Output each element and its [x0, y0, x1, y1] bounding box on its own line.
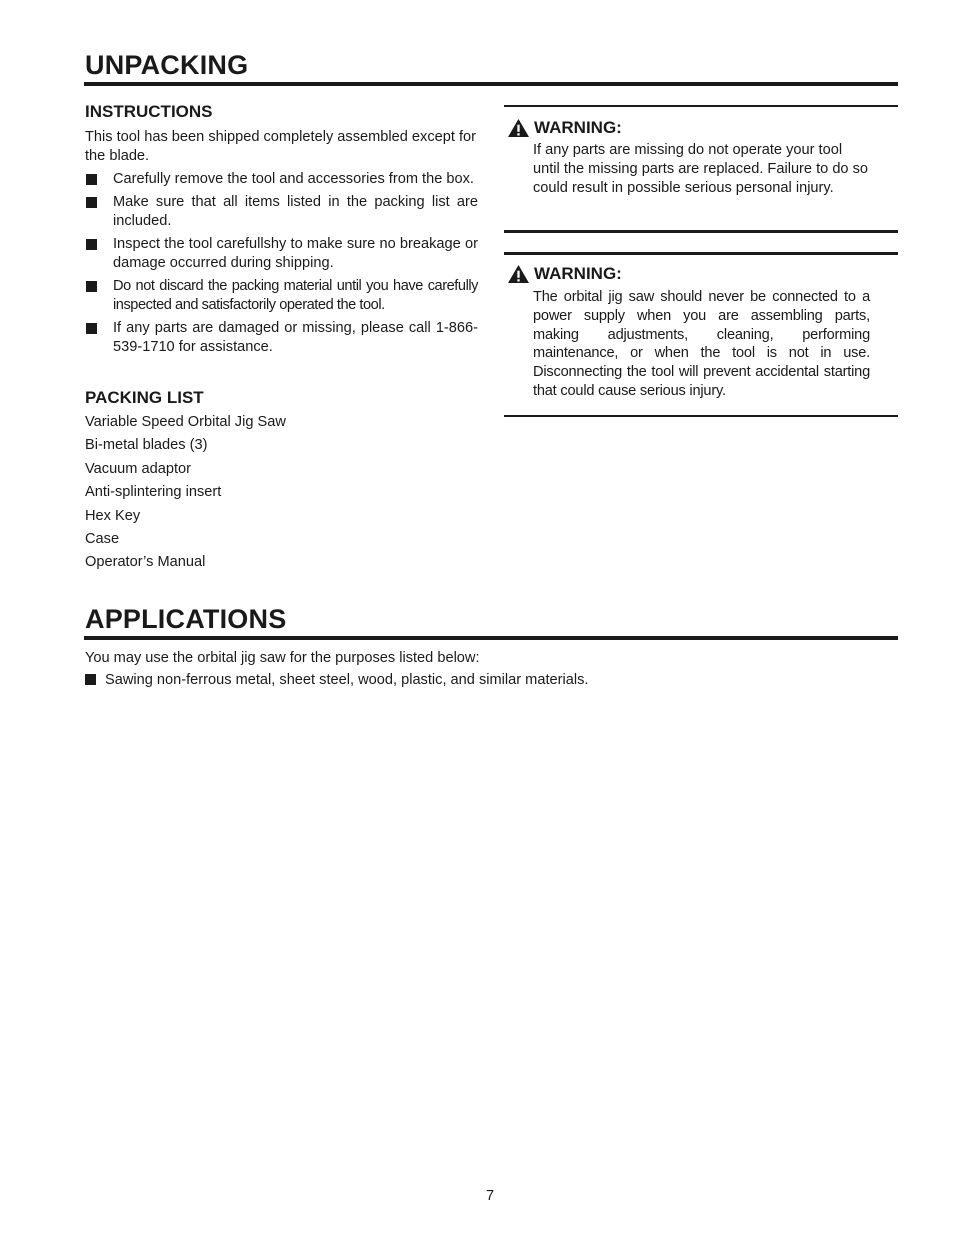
packing-list-heading: PACKING LIST: [85, 388, 204, 407]
unpacking-title: UNPACKING: [85, 50, 249, 80]
packing-item: Anti-splintering insert: [85, 484, 222, 501]
warning-text: If any parts are missing do not operate your tool until the missing parts are replaced. Failure to do so could result in possible serious personal injury.: [533, 142, 869, 196]
applications-intro: You may use the orbital jig saw for the purposes listed below:: [85, 650, 480, 666]
warning-top-rule: [504, 105, 898, 107]
warning-top-rule: [504, 252, 898, 255]
instructions-list: [85, 170, 478, 361]
warning-title: WARNING:: [534, 264, 622, 283]
packing-list: [85, 413, 286, 577]
list-item: If any parts are damaged or missing, please call 1-866-539-1710 for assistance.: [85, 319, 478, 357]
packing-item: Bi-metal blades (3): [85, 437, 208, 454]
bullet-square-icon: [86, 174, 97, 185]
bullet-square-icon: [86, 239, 97, 250]
applications-title: APPLICATIONS: [85, 604, 287, 634]
list-item: Make sure that all items listed in the packing list are included.: [85, 193, 478, 231]
warning-bottom-rule: [504, 230, 898, 233]
warning-bottom-rule: [504, 415, 898, 417]
unpacking-rule: [84, 82, 898, 86]
bullet-square-icon: [86, 281, 97, 292]
page-number: 7: [485, 1188, 495, 1204]
warning-triangle-icon: [507, 264, 530, 284]
warning-text: The orbital jig saw should never be connected to a power supply when you are assembling parts, making adjustments, cleaning, performing maintenance, or when the tool is not in use. Disconnecting the tool will prevent accidental starting that could cause serious injury.: [533, 289, 870, 399]
list-item: Do not discard the packing material until you have carefully inspected and satisfactorily operated the tool.: [85, 277, 478, 315]
list-item: Sawing non-ferrous metal, sheet steel, wood, plastic, and similar materials.: [85, 671, 588, 690]
warning-heading: [507, 118, 622, 138]
bullet-square-icon: [86, 197, 97, 208]
instructions-heading: INSTRUCTIONS: [85, 102, 213, 121]
warning-heading: [507, 264, 622, 284]
packing-item: Vacuum adaptor: [85, 460, 192, 477]
warning-title: WARNING:: [534, 118, 622, 137]
warning-triangle-icon: [507, 118, 530, 138]
bullet-square-icon: [86, 323, 97, 334]
instructions-intro: This tool has been shipped completely assembled except for the blade.: [85, 129, 477, 164]
list-item: Inspect the tool carefullshy to make sure no breakage or damage occurred during shipping.: [85, 235, 478, 273]
packing-item: Case: [85, 530, 120, 547]
packing-item: Operator’s Manual: [85, 554, 206, 571]
bullet-square-icon: [85, 674, 96, 685]
list-item: Carefully remove the tool and accessories from the box.: [85, 170, 478, 189]
packing-item: Variable Speed Orbital Jig Saw: [85, 414, 286, 430]
packing-item: Hex Key: [85, 507, 141, 524]
applications-rule: [84, 636, 898, 640]
